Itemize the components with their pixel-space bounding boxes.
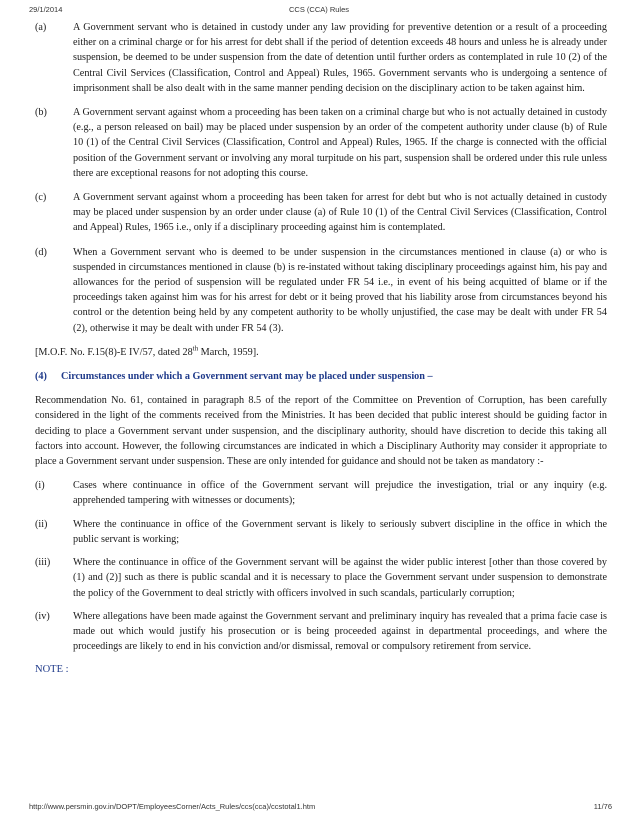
circumstance-text: Cases where continuance in office of the Government servant will prejudice the investigation, trial or any inquiry (e.g. apprehended tampering with witnesses or documents); — [73, 480, 607, 507]
clause-label: (a) — [35, 22, 47, 33]
clause-label: (c) — [35, 192, 47, 204]
reference-citation: [M.O.F. No. F.15(8)-E IV/57, dated 28th March, 1959]. — [35, 344, 259, 358]
clause-c — [35, 190, 607, 236]
note-heading: NOTE : — [35, 664, 69, 676]
clause-b — [35, 105, 607, 181]
print-footer — [0, 802, 638, 816]
clause-label: (b) — [35, 107, 47, 119]
source-url-link[interactable]: http://www.persmin.gov.in/DOPT/EmployeesCorner/Acts_Rules/ccs(cca)/ccstotal1.htm — [29, 802, 316, 811]
circumstance-text: Where the continuance in office of the Government servant is likely to seriously subvert discipline in the office in which the public servant is working; — [73, 518, 607, 545]
circumstance-label: (i) — [35, 480, 45, 492]
page-number: 11/76 — [593, 802, 612, 811]
print-header — [0, 0, 638, 16]
intro-paragraph: Recommendation No. 61, contained in paragraph 8.5 of the report of the Committee on Prevention of Corruption, has been carefully considered in the light of the comments received from the Ministries. It has been decided that public interest should be guiding factor in deciding to place a Government servant under suspension, and the disciplinary authority, should have discretion to decide this taking all factors into account. However, the following circumstances are indicated in which a Disciplinary Authority may consider it appropriate to place a Government servant under suspension. These are only intended for guidance and should not be taken as mandatory :- — [35, 395, 607, 468]
section-heading: (4) Circumstances under which a Government servant may be placed under suspension – — [35, 369, 607, 384]
circumstance-i — [35, 478, 607, 508]
circumstance-iv — [35, 609, 607, 655]
circumstance-label: (ii) — [35, 518, 48, 530]
circumstance-label: (iii) — [35, 557, 51, 569]
clause-label: (d) — [35, 246, 47, 258]
circumstance-label: (iv) — [35, 610, 50, 622]
circumstance-text: Where the continuance in office of the Government servant will be against the wider public interest [other than those covered by (1) and (2)] such as there is public scandal and it is necessary to place the Government servant under suspension to demonstrate the policy of the Government to deal strictly with officers involved in such scandals, particularly corruption; — [73, 557, 607, 599]
clause-text: A Government servant who is detained in custody under any law providing for preventive detention or a result of a proceeding either on a criminal charge or for his arrest for debt shall if the period of detention exceeds 48 hours and unless he is already under suspension, be deemed to be under suspension from the date of detention until further orders as contemplated in rule 10 (2) of the Central Civil Services (Classification, Control and Appeal) Rules, 1965. Government servants who is undergoing a sentence of imprisonment shall be also dealt with in the same manner pending decision on the disciplinary action to be taken against him. — [73, 22, 607, 94]
circumstance-text: Where allegations have been made against the Government servant and preliminary inquiry has revealed that a prima facie case is made out which would justify his prosecution or is being proceeded against in departmental proceedings, and where the proceedings are likely to end in his conviction and/or dismissal, removal or compulsory retirement from service. — [73, 610, 607, 653]
print-date: 29/1/2014 — [29, 5, 63, 14]
clause-a — [35, 20, 607, 96]
clause-text: A Government servant against whom a proceeding has been taken for arrest for debt but who is not actually detained in custody may be placed under suspension by an order under clause (a) of Rule 10 (1) of the Central Civil Services (Classification, Control and Appeal) Rules, 1965 i.e., only if a disciplinary proceeding against him is contemplated. — [73, 192, 607, 234]
clause-text: A Government servant against whom a proceeding has been taken on a criminal charge but who is not actually detained in custody (e.g., a person released on bail) may be placed under suspension by an order of the competent authority under clause (b) of Rule 10 (1) of the Central Civil Services (Classification, Control and Appeal) Rules, 1965. If the charge is connected with the official position of the Government servant or involving any moral turpitude on his part, suspension shall be ordered under this rule unless there are exceptional reasons for not adopting this course. — [73, 107, 607, 179]
document-body — [35, 20, 607, 678]
section-number: (4) — [35, 371, 47, 383]
circumstance-iii — [35, 555, 607, 601]
clause-text: When a Government servant who is deemed to be under suspension in the circumstances mentioned in clause (a) or who is suspended in circumstances mentioned in clause (b) is re-instated without taking disciplinary proceedings against him, his pay and allowances for the period of suspension will be regulated under FR 54 i.e., in event of his being acquitted of blame or if the proceedings taken against him was for his arrest for debt or it being proved that his liability arose from circumstances beyond his control or the detention being held by any competent authority to be wholly unjustified, the case may be dealt with under FR 54 (2), otherwise it may be dealt with under FR 54 (3). — [73, 246, 607, 334]
circumstance-ii — [35, 517, 607, 547]
clause-d — [35, 245, 607, 336]
print-title: CCS (CCA) Rules — [288, 5, 349, 14]
section-title: Circumstances under which a Government servant may be placed under suspension — [61, 371, 425, 383]
